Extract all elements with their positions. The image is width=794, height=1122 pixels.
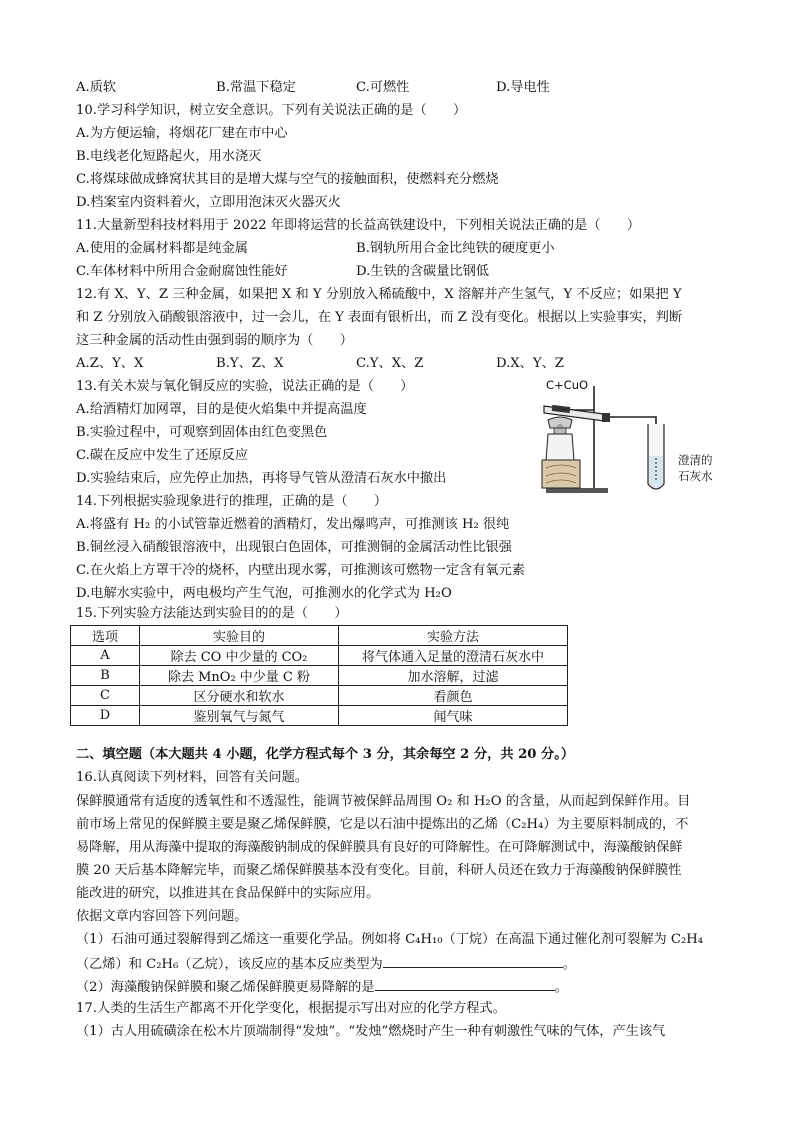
q16-sub1-line1: （1）石油可通过裂解得到乙烯这一重要化学品。例如将 C₄H₁₀（丁烷）在高温下通过催化剂可裂解为 C₂H₄ — [76, 932, 704, 947]
q13-option-a: A.给酒精灯加网罩，目的是使火焰集中并提高温度 — [76, 402, 367, 417]
table-header-option: 选项 — [71, 626, 140, 646]
q11-option-d: D.生铁的含碳量比钢低 — [356, 264, 489, 279]
table-cell: 看颜色 — [339, 686, 568, 706]
q11-option-a: A.使用的金属材料都是纯金属 — [76, 241, 248, 256]
q11-stem: 11.大量新型科技材料用于 2022 年即将运营的长益高铁建设中，下列相关说法正确的是（ ） — [76, 218, 641, 233]
q16-sub1-text: （乙烯）和 C₂H₆（乙烷），该反应的基本反应类型为 — [76, 957, 383, 972]
q16-passage-line5: 能改进的研究，以推进其在食品保鲜中的实际应用。 — [76, 886, 380, 901]
table-row — [71, 666, 568, 686]
q9-option-a: A.质软 — [76, 80, 117, 95]
q10-option-c: C.将煤球做成蜂窝状其目的是增大煤与空气的接触面积，使燃料充分燃烧 — [76, 172, 499, 187]
q16-stem: 16.认真阅读下列材料，回答有关问题。 — [76, 770, 308, 785]
limewater-label-1: 澄清的 — [678, 453, 713, 467]
table-cell: 区分硬水和软水 — [140, 686, 339, 706]
q12-option-b: B.Y、Z、X — [216, 356, 284, 371]
stand-base — [546, 488, 608, 493]
q12-option-a: A.Z、Y、X — [76, 356, 144, 371]
q16-sub2 — [76, 976, 568, 996]
q16-prompt: 依据文章内容回答下列问题。 — [76, 909, 248, 924]
q9-options — [76, 78, 716, 98]
table-header-purpose: 实验目的 — [140, 626, 339, 646]
q10-stem: 10.学习科学知识，树立安全意识。下列有关说法正确的是（ ） — [76, 103, 467, 118]
stopper — [602, 413, 610, 422]
table-cell: 除去 MnO₂ 中少量 C 粉 — [140, 666, 339, 686]
q13-option-b: B.实验过程中，可观察到固体由红色变黑色 — [76, 425, 328, 440]
section2-title: 二、填空题（本大题共 4 小题，化学方程式每个 3 分，其余每空 2 分，共 20 分。） — [76, 747, 575, 762]
answer-blank-1[interactable] — [383, 953, 563, 968]
period: 。 — [554, 980, 568, 995]
limewater-label-2: 石灰水 — [678, 469, 713, 483]
table-row — [71, 686, 568, 706]
q17-sub1: （1）古人用硫磺涂在松木片顶端制得“发烛”。“发烛”燃烧时产生一种有刺激性气味的气体，产生该气 — [76, 1024, 666, 1039]
period: 。 — [562, 957, 576, 972]
q14-option-c: C.在火焰上方罩干冷的烧杯，内壁出现水雾，可推测该可燃物一定含有氧元素 — [76, 563, 525, 578]
q13-stem: 13.有关木炭与氧化铜反应的实验，说法正确的是（ ） — [76, 379, 414, 394]
q14-stem: 14.下列根据实验现象进行的推理，正确的是（ ） — [76, 494, 388, 509]
q14-option-a: A.将盛有 H₂ 的小试管靠近燃着的酒精灯，发出爆鸣声，可推测该 H₂ 很纯 — [76, 517, 510, 532]
q16-sub2-text: （2）海藻酸钠保鲜膜和聚乙烯保鲜膜更易降解的是 — [76, 980, 375, 995]
table-row — [71, 706, 568, 726]
answer-blank-2[interactable] — [375, 976, 555, 991]
q9-option-c: C.可燃性 — [356, 80, 410, 95]
table-cell: 闻气味 — [339, 706, 568, 726]
q10-option-d: D.档案室内资料着火，立即用泡沫灭火器灭火 — [76, 195, 341, 210]
table-cell: D — [71, 706, 140, 726]
wood-block — [542, 460, 580, 488]
table-row — [71, 646, 568, 666]
table-header-row — [71, 626, 568, 646]
q10-option-a: A.为方便运输，将烟花厂建在市中心 — [76, 126, 288, 141]
table-cell: A — [71, 646, 140, 666]
q14-option-b: B.铜丝浸入硝酸银溶液中，出现银白色固体，可推测铜的金属活动性比银强 — [76, 540, 512, 555]
table-header-method: 实验方法 — [339, 626, 568, 646]
q16-passage-line2: 前市场上常见的保鲜膜主要是聚乙烯保鲜膜，它是以石油中提炼出的乙烯（C₂H₄）为主要原料制成的，不 — [76, 817, 689, 832]
table-cell: 除去 CO 中少量的 CO₂ — [140, 646, 339, 666]
alcohol-lamp — [546, 434, 574, 460]
q12-stem-line3: 这三种金属的活动性由强到弱的顺序为（ ） — [76, 333, 353, 348]
table-cell: 将气体通入足量的澄清石灰水中 — [339, 646, 568, 666]
apparatus-drawing — [538, 376, 728, 496]
q12-options — [76, 354, 716, 374]
q11-options-row2 — [76, 262, 716, 282]
q15-stem: 15.下列实验方法能达到实验目的的是（ ） — [76, 606, 348, 621]
q13-option-d: D.实验结束后，应先停止加热，再将导气管从澄清石灰水中撤出 — [76, 471, 447, 486]
q11-option-c: C.车体材料中所用合金耐腐蚀性能好 — [76, 264, 288, 279]
q10-option-b: B.电线老化短路起火，用水浇灭 — [76, 149, 262, 164]
q16-passage-line3: 易降解，用从海藻中提取的海藻酸钠制成的保鲜膜具有良好的可降解性。在可降解测试中，海藻酸钠保鲜 — [76, 840, 683, 855]
q17-stem: 17.人类的生活生产都离不开化学变化，根据提示写出对应的化学方程式。 — [76, 1001, 506, 1016]
q9-option-d: D.导电性 — [496, 80, 550, 95]
q14-option-d: D.电解水实验中，两电极均产生气泡，可推测水的化学式为 H₂O — [76, 586, 452, 601]
q16-sub1-line2 — [76, 953, 576, 973]
q13-apparatus-figure — [538, 376, 728, 496]
table-cell: C — [71, 686, 140, 706]
q13-option-c: C.碳在反应中发生了还原反应 — [76, 448, 249, 463]
q12-option-c: C.Y、X、Z — [356, 356, 424, 371]
q11-option-b: B.钢轨所用合金比纯铁的硬度更小 — [356, 241, 555, 256]
q16-passage-line4: 膜 20 天后基本降解完毕，而聚乙烯保鲜膜基本没有变化。目前，科研人员还在致力于海藻酸钠保鲜膜性 — [76, 863, 682, 878]
table-cell: B — [71, 666, 140, 686]
q11-options-row1 — [76, 239, 716, 259]
table-cell: 加水溶解，过滤 — [339, 666, 568, 686]
q12-stem-line2: 和 Z 分别放入硝酸银溶液中，过一会儿，在 Y 表面有银析出，而 Z 没有变化。根据以上实验事实，判断 — [76, 310, 683, 325]
reactant-label: C+CuO — [546, 378, 589, 392]
q12-option-d: D.X、Y、Z — [496, 356, 564, 371]
lamp-wick-holder — [554, 428, 566, 434]
q15-table — [70, 625, 568, 726]
table-cell: 鉴别氧气与氮气 — [140, 706, 339, 726]
q16-passage-line1: 保鲜膜通常有适度的透氧性和不透湿性，能调节被保鲜品周围 O₂ 和 H₂O 的含量，从而起到保鲜作用。目 — [76, 794, 691, 809]
q12-stem-line1: 12.有 X、Y、Z 三种金属，如果把 X 和 Y 分别放入稀硫酸中，X 溶解并产生氢气，Y 不反应；如果把 Y — [76, 287, 682, 302]
q9-option-b: B.常温下稳定 — [216, 80, 296, 95]
